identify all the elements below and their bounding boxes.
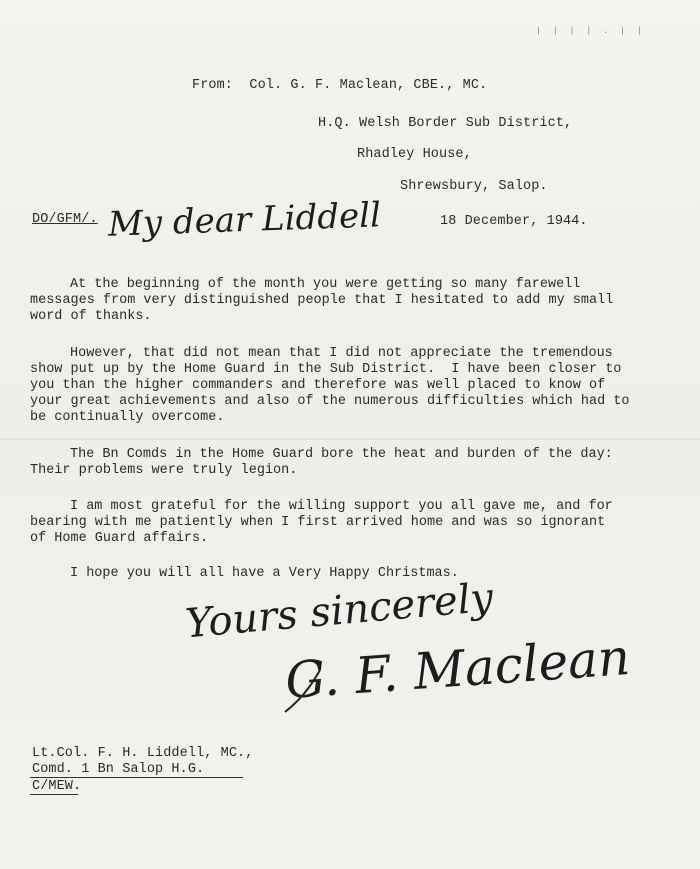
handwritten-signature: G. F. Maclean [283, 628, 632, 710]
corner-marks: | | | | . | | [535, 26, 645, 36]
body-line: The Bn Comds in the Home Guard bore the heat and burden of the day: [70, 447, 613, 462]
body-line: I am most grateful for the willing support you all gave me, and for [70, 499, 613, 514]
typist-underline [30, 794, 78, 795]
body-line: show put up by the Home Guard in the Sub District. I have been closer to [30, 362, 622, 377]
body-line: bearing with me patiently when I first arrived home and was so ignorant [30, 515, 606, 530]
letter-date: 18 December, 1944. [440, 214, 588, 229]
paragraph-4 [30, 499, 670, 547]
addressee-name: Lt.Col. F. H. Liddell, MC., [32, 746, 254, 761]
body-line: word of thanks. [30, 309, 152, 324]
paragraph-2 [30, 346, 670, 426]
letterhead-town: Shrewsbury, Salop. [400, 179, 548, 194]
addressee-underline [30, 777, 243, 778]
paragraph-3 [30, 447, 670, 479]
letterhead-hq: H.Q. Welsh Border Sub District, [318, 116, 573, 131]
body-line: be continually overcome. [30, 410, 225, 425]
handwritten-salutation: My dear Liddell [107, 195, 382, 245]
body-line: However, that did not mean that I did not appreciate the tremendous [70, 346, 613, 361]
signature-flourish [280, 668, 360, 718]
from-line: From: Col. G. F. Maclean, CBE., MC. [192, 78, 488, 93]
body-line: Their problems were truly legion. [30, 463, 298, 478]
paragraph-5 [30, 566, 670, 582]
addressee-unit: Comd. 1 Bn Salop H.G. [32, 762, 205, 777]
typist-reference: C/MEW. [32, 779, 82, 794]
letterhead-house: Rhadley House, [357, 147, 472, 162]
body-line: messages from very distinguished people that I hesitated to add my small [30, 293, 614, 308]
body-line: I hope you will all have a Very Happy Christmas. [70, 566, 459, 581]
body-line: of Home Guard affairs. [30, 531, 209, 546]
handwritten-closing: Yours sincerely [183, 574, 495, 648]
body-line: you than the higher commanders and therefore was well placed to know of [30, 378, 606, 393]
reference-code: DO/GFM/. [32, 212, 98, 227]
body-line: your great achievements and also of the numerous difficulties which had to [30, 394, 630, 409]
paragraph-1 [30, 277, 670, 325]
paper-fold [0, 438, 700, 440]
body-line: At the beginning of the month you were getting so many farewell [70, 277, 581, 292]
